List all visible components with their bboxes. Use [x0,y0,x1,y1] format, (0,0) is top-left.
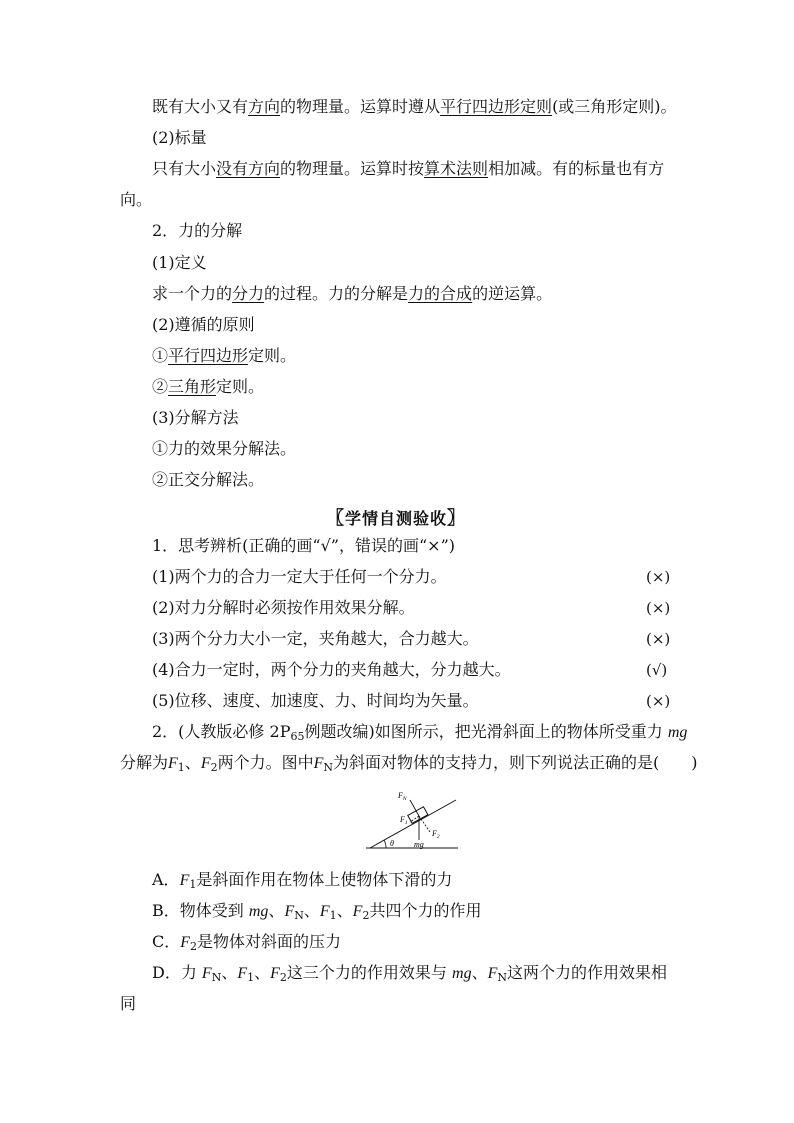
subscript: 1 [247,971,255,984]
subscript: 2 [210,761,218,774]
method-item: ①力的效果分解法。 [152,439,297,458]
separator: 、 [268,901,285,920]
symbol-F: F [352,903,363,920]
question1-intro: 1．思考辨析(正确的画“√”，错误的画“×”) [152,536,455,555]
text-segment: 只有大小 [152,159,217,178]
subscript: 1 [189,878,197,891]
bracket-left-icon: 〖 [326,508,345,529]
option-text: 共四个力的作用 [369,901,482,920]
principle-heading: (2)遵循的原则 [152,315,255,334]
section2-title: 2．力的分解 [152,221,243,240]
answer-underline: 方向 [248,97,281,116]
judgement-item: (1)两个力的合力一定大于任何一个分力。 [152,567,447,586]
scalar-heading: (2)标量 [152,128,207,147]
subscript: 1 [329,909,337,922]
text-segment: (或三角形定则)。 [552,97,677,116]
text-segment: 定则。 [248,346,297,365]
symbol-F: F [313,755,324,772]
judgement-item: (2)对力分解时必须按作用效果分解。 [152,598,415,617]
symbol-F: F [284,903,295,920]
option-a [152,870,452,891]
judgement-item: (5)位移、速度、加速度、力、时间均为矢量。 [152,691,479,710]
separator: 、 [184,753,201,772]
judgement-mark: (×) [646,692,671,710]
text-segment: 求一个力的 [152,284,233,303]
item-number: ② [152,377,169,396]
judgement-mark: (×) [646,599,671,617]
subscript: N [211,971,222,984]
text-segment: 例题改编)如图所示，把光滑斜面上的物体所受重力 [304,722,668,741]
option-d-cont: 同 [120,994,137,1013]
item-number: ① [152,346,169,365]
symbol-mg: mg [667,724,688,741]
answer-underline: 力的合成 [408,284,473,303]
answer-underline: 平行四边形定则 [440,97,553,116]
subscript: 1 [177,761,185,774]
option-text: 这两个力的作用效果相 [507,963,668,982]
option-text: 是斜面作用在物体上使物体下滑的力 [196,870,453,889]
symbol-mg: mg [452,965,472,982]
text-segment: 为斜面对物体的支持力，则下列说法正确的是( ) [333,753,698,772]
incline-figure [362,786,462,852]
text-segment: 既有大小又有 [152,97,249,116]
text-segment: 2．(人教版必修 2P [152,722,291,741]
incline-line [370,800,456,848]
option-text: 这三个力的作用效果与 [286,963,453,982]
scalar-definition-cont: 向。 [120,190,153,209]
text-segment: 的物理量。运算时按 [280,159,425,178]
answer-underline: 平行四边形 [168,346,249,365]
label-f1: $F_1$ [400,815,408,826]
vector-definition [152,97,677,117]
judgement-item: (3)两个分力大小一定，夹角越大，合力越大。 [152,629,479,648]
judgement-mark: (×) [646,568,671,586]
separator: 、 [336,901,353,920]
symbol-F: F [179,872,190,889]
angle-arc [384,840,386,848]
subscript: N [294,909,304,922]
option-text: 是物体对斜面的压力 [197,932,342,951]
option-letter: A． [152,870,180,889]
option-letter: D．力 [152,963,202,982]
symbol-F: F [168,755,178,772]
bracket-right-icon: 〗 [447,508,467,529]
subscript: 2 [362,909,370,922]
question2-line1 [152,722,687,743]
separator: 、 [303,901,320,920]
symbol-F: F [319,903,330,920]
label-f2: $F_2$ [432,829,440,840]
method-item: ②正交分解法。 [152,470,265,489]
page-subscript: 65 [290,730,305,743]
option-letter: B．物体受到 [152,901,249,920]
subscript: 2 [190,940,198,953]
option-d [152,963,667,984]
label-fn: $F_N$ [398,791,407,802]
text-segment: 两个力。图中 [217,753,314,772]
text-segment: 的物理量。运算时遵从 [280,97,441,116]
answer-underline: 分力 [232,284,265,303]
text-segment: 的过程。力的分解是 [264,284,409,303]
separator: 、 [471,963,488,982]
scalar-definition [152,159,664,179]
text-segment: 定则。 [216,377,265,396]
subscript: N [323,761,334,774]
principle-item [152,377,264,397]
text-segment: 的逆运算。 [472,284,553,303]
label-mg: mg [414,840,424,849]
symbol-mg: mg [248,903,269,920]
judgement-mark: (×) [646,630,671,648]
text-segment: 相加减。有的标量也有方 [488,159,665,178]
judgement-mark: (√) [646,661,668,679]
symbol-F: F [487,965,498,982]
subscript: 2 [279,971,287,984]
option-c [152,932,341,953]
method-heading: (3)分解方法 [152,408,239,427]
self-test-heading [326,504,466,530]
definition-text [152,284,552,304]
symbol-F: F [180,934,191,951]
option-b [152,901,481,922]
label-theta: θ [390,839,394,848]
text-segment: 分解为 [120,753,169,772]
heading-text: 学情自测验收 [345,509,448,528]
answer-underline: 三角形 [168,377,217,396]
question2-line2 [120,753,698,774]
answer-underline: 算术法则 [424,159,489,178]
option-letter: C． [152,932,181,951]
separator: 、 [221,963,238,982]
definition-heading: (1)定义 [152,253,207,272]
symbol-F: F [270,965,280,982]
symbol-F: F [200,755,211,772]
principle-item [152,346,296,366]
subscript: N [497,971,507,984]
symbol-F: F [201,965,212,982]
symbol-F: F [237,965,248,982]
separator: 、 [254,963,271,982]
answer-underline: 没有方向 [216,159,281,178]
judgement-item: (4)合力一定时，两个分力的夹角越大，分力越大。 [152,660,511,679]
